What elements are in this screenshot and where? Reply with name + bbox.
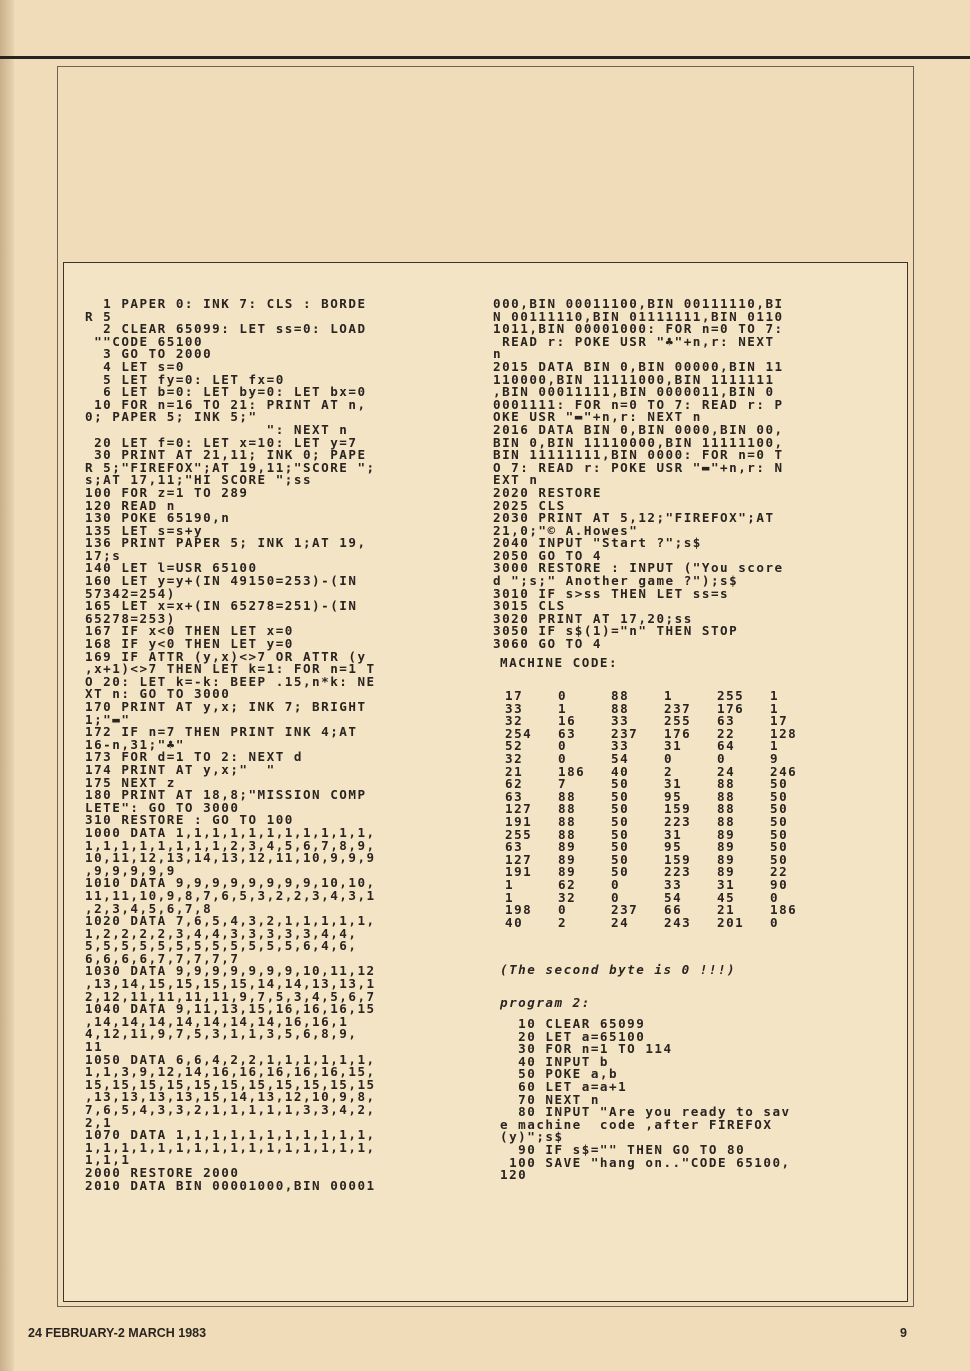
- code-line: 5,5,5,5,5,5,5,5,5,5,5,5,6,4,6,: [85, 938, 358, 954]
- code-line: 4 LET s=0: [85, 358, 185, 374]
- machine-code-row: [505, 917, 823, 930]
- machine-code-byte: 127: [505, 851, 533, 867]
- code-line: 180 PRINT AT 18,8;"MISSION COMP: [85, 787, 367, 803]
- machine-code-byte: 191: [505, 864, 533, 880]
- code-line: 20 LET f=0: LET x=10: LET y=7: [85, 434, 358, 450]
- code-line: 7,6,5,4,3,3,2,1,1,1,1,1,3,3,4,2,: [85, 1102, 376, 1117]
- machine-code-byte: 50: [611, 788, 630, 804]
- code-line: 2025 CLS: [493, 497, 566, 513]
- code-line: 173 FOR d=1 TO 2: NEXT d: [85, 749, 303, 765]
- machine-code-byte: 88: [558, 826, 577, 842]
- machine-code-byte: 62: [505, 776, 524, 792]
- machine-code-byte: 40: [611, 763, 630, 779]
- code-line: 17;s: [85, 547, 122, 563]
- machine-code-byte: 88: [611, 700, 630, 716]
- machine-code-byte: 33: [611, 738, 630, 754]
- code-line: 175 NEXT z: [85, 774, 176, 790]
- code-line: 0001111: FOR n=0 TO 7: READ r: P: [493, 396, 784, 412]
- machine-code-byte: 198: [505, 902, 533, 918]
- machine-code-byte: 254: [505, 725, 533, 741]
- machine-code-byte: 0: [558, 750, 568, 766]
- machine-code-byte: 50: [770, 801, 789, 817]
- code-line: 11: [85, 1039, 104, 1055]
- code-line: 2020 RESTORE: [493, 484, 602, 500]
- machine-code-byte: 0: [770, 889, 780, 905]
- machine-code-byte: 95: [664, 839, 683, 855]
- machine-code-byte: 33: [505, 700, 524, 716]
- machine-code-byte: 88: [558, 813, 577, 829]
- code-line: 10 FOR n=16 TO 21: PRINT AT n,: [85, 396, 367, 412]
- code-line: 57342=254): [85, 585, 176, 601]
- machine-code-byte: 40: [505, 914, 524, 930]
- code-line: OKE USR "▬"+n,r: NEXT n: [493, 409, 702, 425]
- machine-code-byte: 54: [664, 889, 683, 905]
- code-line: 1030 DATA 9,9,9,9,9,9,9,10,11,12: [85, 963, 376, 979]
- machine-code-byte: 89: [717, 851, 736, 867]
- code-line: ": NEXT n: [85, 421, 349, 437]
- machine-code-byte: 255: [664, 713, 692, 729]
- machine-code-byte: 237: [664, 700, 692, 716]
- code-line: 90 IF s$="" THEN GO TO 80: [500, 1141, 746, 1157]
- machine-code-byte: 255: [505, 826, 533, 842]
- code-line: 2 CLEAR 65099: LET ss=0: LOAD: [85, 321, 367, 337]
- top-rule: [0, 56, 970, 59]
- code-line: 168 IF y<0 THEN LET y=0: [85, 636, 294, 652]
- machine-code-byte: 201: [717, 914, 745, 930]
- code-line: 1020 DATA 7,6,5,4,3,2,1,1,1,1,1,: [85, 913, 376, 929]
- machine-code-byte: 21: [505, 763, 524, 779]
- code-line: 2016 DATA BIN 0,BIN 0000,BIN 00,: [493, 421, 784, 437]
- machine-code-byte: 7: [558, 776, 568, 792]
- code-line: 120 READ n: [85, 497, 176, 513]
- code-line: 1000 DATA 1,1,1,1,1,1,1,1,1,1,1,: [85, 824, 376, 840]
- machine-code-byte: 32: [505, 713, 524, 729]
- basic-listing-right: [493, 298, 784, 651]
- code-line: d ";s;" Another game ?");s$: [493, 573, 739, 589]
- machine-code-byte: 31: [664, 738, 683, 754]
- code-line: 3050 IF s$(1)="n" THEN STOP: [493, 623, 739, 639]
- code-line: 10 CLEAR 65099: [500, 1016, 646, 1031]
- code-line: 16-n,31;"♣": [85, 736, 185, 752]
- machine-code-byte: 89: [717, 826, 736, 842]
- code-line: 70 NEXT n: [500, 1091, 600, 1107]
- code-line: 167 IF x<0 THEN LET x=0: [85, 623, 294, 639]
- machine-code-byte: 22: [717, 725, 736, 741]
- code-line: 4,12,11,9,7,5,3,1,1,3,5,6,8,9,: [85, 1026, 358, 1042]
- code-line: 2050 GO TO 4: [493, 547, 602, 563]
- code-line: 165 LET x=x+(IN 65278=251)-(IN: [85, 598, 358, 614]
- machine-code-byte: 63: [505, 788, 524, 804]
- code-line: s;AT 17,11;"HI SCORE ";ss: [85, 472, 313, 488]
- machine-code-byte: 16: [558, 713, 577, 729]
- code-line: 1;"▬": [85, 711, 131, 727]
- code-line: 174 PRINT AT y,x;" ": [85, 761, 276, 777]
- code-line: LETE": GO TO 3000: [85, 799, 240, 815]
- machine-code-byte: 2: [664, 763, 674, 779]
- machine-code-byte: 32: [558, 889, 577, 905]
- machine-code-byte: 0: [558, 688, 568, 703]
- machine-code-byte: 0: [664, 750, 674, 766]
- code-line: 6,6,6,6,7,7,7,7,7: [85, 950, 240, 966]
- machine-code-byte: 32: [505, 750, 524, 766]
- machine-code-byte: 89: [558, 864, 577, 880]
- machine-code-table: [505, 690, 823, 929]
- machine-code-byte: 45: [717, 889, 736, 905]
- machine-code-byte: 159: [664, 801, 692, 817]
- page-number: 9: [900, 1326, 907, 1340]
- machine-code-byte: 0: [558, 738, 568, 754]
- code-line: 20 LET a=65100: [500, 1028, 646, 1044]
- code-line: READ r: POKE USR "♣"+n,r: NEXT: [493, 333, 775, 349]
- machine-code-byte: 31: [664, 826, 683, 842]
- code-line: 2040 INPUT "Start ?";s$: [493, 535, 702, 551]
- code-line: 2000 RESTORE 2000: [85, 1164, 240, 1180]
- machine-code-byte: 50: [770, 851, 789, 867]
- code-line: n: [493, 346, 503, 362]
- code-line: 30 FOR n=1 TO 114: [500, 1041, 673, 1057]
- code-line: 172 IF n=7 THEN PRINT INK 4;AT: [85, 724, 358, 740]
- code-line: 21,0;"© A.Howes": [493, 522, 639, 538]
- machine-code-byte: 31: [717, 876, 736, 892]
- machine-code-byte: 88: [717, 776, 736, 792]
- code-line: 100 FOR z=1 TO 289: [85, 484, 249, 500]
- machine-code-byte: 50: [611, 776, 630, 792]
- code-line: R 5: [85, 308, 113, 324]
- machine-code-byte: 9: [770, 750, 780, 766]
- machine-code-byte: 21: [717, 902, 736, 918]
- machine-code-byte: 33: [611, 713, 630, 729]
- machine-code-byte: 95: [664, 788, 683, 804]
- code-line: 40 INPUT b: [500, 1053, 609, 1069]
- basic-listing-left: [85, 298, 376, 1192]
- code-line: 2015 DATA BIN 0,BIN 00000,BIN 11: [493, 358, 784, 374]
- code-line: 3010 IF s>ss THEN LET ss=s: [493, 585, 730, 601]
- machine-code-byte: 31: [664, 776, 683, 792]
- issue-date: 24 FEBRUARY-2 MARCH 1983: [28, 1326, 207, 1340]
- machine-code-byte: 89: [558, 851, 577, 867]
- code-line: 5 LET fy=0: LET fx=0: [85, 371, 285, 387]
- machine-code-byte: 88: [717, 788, 736, 804]
- machine-code-byte: 159: [664, 851, 692, 867]
- machine-code-byte: 1: [664, 688, 674, 703]
- code-line: O 20: LET k=-k: BEEP .15,n*k: NE: [85, 673, 376, 689]
- machine-code-byte: 63: [505, 839, 524, 855]
- machine-code-byte: 50: [611, 801, 630, 817]
- code-line: 3000 RESTORE : INPUT ("You score: [493, 560, 784, 576]
- code-line: 3015 CLS: [493, 598, 566, 614]
- code-line: ,13,13,13,13,15,14,13,12,10,9,8,: [85, 1089, 376, 1105]
- machine-code-byte: 89: [717, 864, 736, 880]
- machine-code-byte: 17: [505, 688, 524, 703]
- code-line: ,BIN 00011111,BIN 0000011,BIN 0: [493, 384, 775, 400]
- code-line: 1040 DATA 9,11,13,15,16,16,16,15: [85, 1001, 376, 1017]
- machine-code-byte: 176: [717, 700, 745, 716]
- machine-code-byte: 255: [717, 688, 745, 703]
- machine-code-byte: 62: [558, 876, 577, 892]
- machine-code-byte: 63: [717, 713, 736, 729]
- code-line: 1,2,2,2,2,3,4,4,3,3,3,3,3,4,4,: [85, 925, 358, 941]
- code-line: 1050 DATA 6,6,4,2,2,1,1,1,1,1,1,: [85, 1051, 376, 1067]
- code-line: 110000,BIN 11111000,BIN 1111111: [493, 371, 775, 387]
- program-2-listing: [500, 1018, 791, 1182]
- code-line: 135 LET s=s+y: [85, 522, 204, 538]
- machine-code-byte: 1: [770, 738, 780, 754]
- code-line: 1,1,1,1,1,1,1,1,1,1,1,1,1,1,1,1,: [85, 1139, 376, 1155]
- code-line: 1,1,3,9,12,14,16,16,16,16,16,15,: [85, 1064, 376, 1080]
- code-line: 3060 GO TO 4: [493, 636, 602, 652]
- code-line: 1070 DATA 1,1,1,1,1,1,1,1,1,1,1,: [85, 1127, 376, 1143]
- machine-code-byte: 1: [505, 876, 515, 892]
- machine-code-byte: 50: [611, 826, 630, 842]
- code-line: 60 LET a=a+1: [500, 1078, 628, 1094]
- code-line: 120: [500, 1167, 528, 1183]
- machine-code-byte: 24: [611, 914, 630, 930]
- code-line: ,9,9,9,9,9: [85, 862, 176, 878]
- code-line: N 00111110,BIN 01111111,BIN 0110: [493, 308, 784, 324]
- machine-code-byte: 50: [611, 813, 630, 829]
- machine-code-byte: 223: [664, 864, 692, 880]
- code-line: 160 LET y=y+(IN 49150=253)-(IN: [85, 573, 358, 589]
- code-line: 11,11,10,9,8,7,6,5,3,2,2,3,4,3,1: [85, 887, 376, 903]
- code-line: O 7: READ r: POKE USR "▬"+n,r: N: [493, 459, 784, 475]
- code-line: 15,15,15,15,15,15,15,15,15,15,15: [85, 1076, 376, 1092]
- code-line: ""CODE 65100: [85, 333, 204, 349]
- machine-code-byte: 2: [558, 914, 568, 930]
- code-line: EXT n: [493, 472, 539, 488]
- machine-code-byte: 50: [611, 851, 630, 867]
- code-line: 1 PAPER 0: INK 7: CLS : BORDE: [85, 296, 367, 311]
- code-line: e machine code ,after FIREFOX: [500, 1116, 773, 1132]
- machine-code-byte: 0: [558, 902, 568, 918]
- machine-code-title: MACHINE CODE:: [500, 655, 619, 670]
- code-line: 80 INPUT "Are you ready to sav: [500, 1104, 791, 1120]
- code-line: 140 LET l=USR 65100: [85, 560, 258, 576]
- code-line: 10,11,12,13,14,13,12,11,10,9,9,9: [85, 850, 376, 866]
- code-line: R 5;"FIREFOX";AT 19,11;"SCORE ";: [85, 459, 376, 475]
- machine-code-byte: 89: [558, 839, 577, 855]
- code-line: 50 POKE a,b: [500, 1066, 619, 1082]
- machine-code-byte: 0: [770, 914, 780, 930]
- machine-code-note: (The second byte is 0 !!!): [500, 962, 737, 977]
- machine-code-byte: 24: [717, 763, 736, 779]
- code-line: 000,BIN 00011100,BIN 00111110,BI: [493, 296, 784, 311]
- machine-code-byte: 33: [664, 876, 683, 892]
- code-line: ,13,14,15,15,15,15,14,14,13,13,1: [85, 976, 376, 992]
- code-line: 2030 PRINT AT 5,12;"FIREFOX";AT: [493, 510, 775, 526]
- machine-code-byte: 186: [558, 763, 586, 779]
- machine-code-byte: 66: [664, 902, 683, 918]
- code-line: BIN 11111111,BIN 0000: FOR n=0 T: [493, 447, 784, 463]
- machine-code-byte: 1: [558, 700, 568, 716]
- code-line: 6 LET b=0: LET by=0: LET bx=0: [85, 384, 367, 400]
- machine-code-byte: 88: [611, 688, 630, 703]
- code-line: BIN 0,BIN 11110000,BIN 11111100,: [493, 434, 784, 450]
- code-line: ,14,14,14,14,14,14,14,16,16,1: [85, 1013, 349, 1029]
- machine-code-byte: 50: [770, 788, 789, 804]
- machine-code-byte: 1: [770, 700, 780, 716]
- code-line: 1,1,1: [85, 1152, 131, 1168]
- machine-code-byte: 0: [611, 876, 621, 892]
- machine-code-byte: 52: [505, 738, 524, 754]
- machine-code-byte: 89: [717, 839, 736, 855]
- code-line: 30 PRINT AT 21,11; INK 0; PAPE: [85, 447, 367, 463]
- machine-code-byte: 243: [664, 914, 692, 930]
- machine-code-byte: 176: [664, 725, 692, 741]
- machine-code-byte: 50: [611, 864, 630, 880]
- code-line: 310 RESTORE : GO TO 100: [85, 812, 294, 828]
- code-line: 136 PRINT PAPER 5; INK 1;AT 19,: [85, 535, 367, 551]
- code-line: 170 PRINT AT y,x; INK 7; BRIGHT: [85, 699, 367, 714]
- machine-code-byte: 223: [664, 813, 692, 829]
- machine-code-byte: 186: [770, 902, 798, 918]
- code-line: 2,1: [85, 1114, 113, 1130]
- code-line: 65278=253): [85, 610, 176, 626]
- code-line: 1,1,1,1,1,1,1,1,2,3,4,5,6,7,8,9,: [85, 837, 376, 853]
- code-line: 3020 PRINT AT 17,20;ss: [493, 610, 693, 626]
- machine-code-byte: 50: [611, 839, 630, 855]
- machine-code-byte: 0: [611, 889, 621, 905]
- machine-code-byte: 50: [770, 839, 789, 855]
- machine-code-byte: 88: [558, 788, 577, 804]
- machine-code-byte: 63: [558, 725, 577, 741]
- machine-code-byte: 88: [717, 813, 736, 829]
- code-line: 169 IF ATTR (y,x)<>7 OR ATTR (y: [85, 648, 367, 664]
- code-line: 2010 DATA BIN 00001000,BIN 00001: [85, 1177, 376, 1193]
- machine-code-byte: 88: [558, 801, 577, 817]
- program-2-title: program 2:: [500, 995, 591, 1010]
- code-line: XT n: GO TO 3000: [85, 686, 231, 702]
- machine-code-byte: 1: [505, 889, 515, 905]
- code-line: 1010 DATA 9,9,9,9,9,9,9,9,10,10,: [85, 875, 376, 891]
- machine-code-byte: 17: [770, 713, 789, 729]
- code-line: ,2,3,4,5,6,7,8: [85, 900, 213, 916]
- machine-code-byte: 54: [611, 750, 630, 766]
- machine-code-byte: 64: [717, 738, 736, 754]
- machine-code-byte: 127: [505, 801, 533, 817]
- machine-code-byte: 237: [611, 725, 639, 741]
- code-line: 1011,BIN 00001000: FOR n=0 TO 7:: [493, 321, 784, 337]
- machine-code-byte: 191: [505, 813, 533, 829]
- machine-code-byte: 128: [770, 725, 798, 741]
- machine-code-byte: 22: [770, 864, 789, 880]
- machine-code-byte: 246: [770, 763, 798, 779]
- machine-code-byte: 90: [770, 876, 789, 892]
- machine-code-byte: 88: [717, 801, 736, 817]
- code-line: 3 GO TO 2000: [85, 346, 213, 362]
- machine-code-byte: 0: [717, 750, 727, 766]
- code-line: ,x+1)<>7 THEN LET k=1: FOR n=1 T: [85, 661, 376, 677]
- page-spine-shadow: [0, 0, 14, 1371]
- code-line: 130 POKE 65190,n: [85, 510, 231, 526]
- machine-code-byte: 50: [770, 826, 789, 842]
- code-line: 2,12,11,11,11,11,9,7,5,3,4,5,6,7: [85, 988, 376, 1004]
- machine-code-byte: 50: [770, 776, 789, 792]
- machine-code-byte: 237: [611, 902, 639, 918]
- machine-code-byte: 50: [770, 813, 789, 829]
- code-line: (y)";s$: [500, 1129, 564, 1145]
- code-line: 100 SAVE "hang on.."CODE 65100,: [500, 1154, 791, 1170]
- machine-code-byte: 1: [770, 688, 780, 703]
- code-line: 0; PAPER 5; INK 5;": [85, 409, 258, 425]
